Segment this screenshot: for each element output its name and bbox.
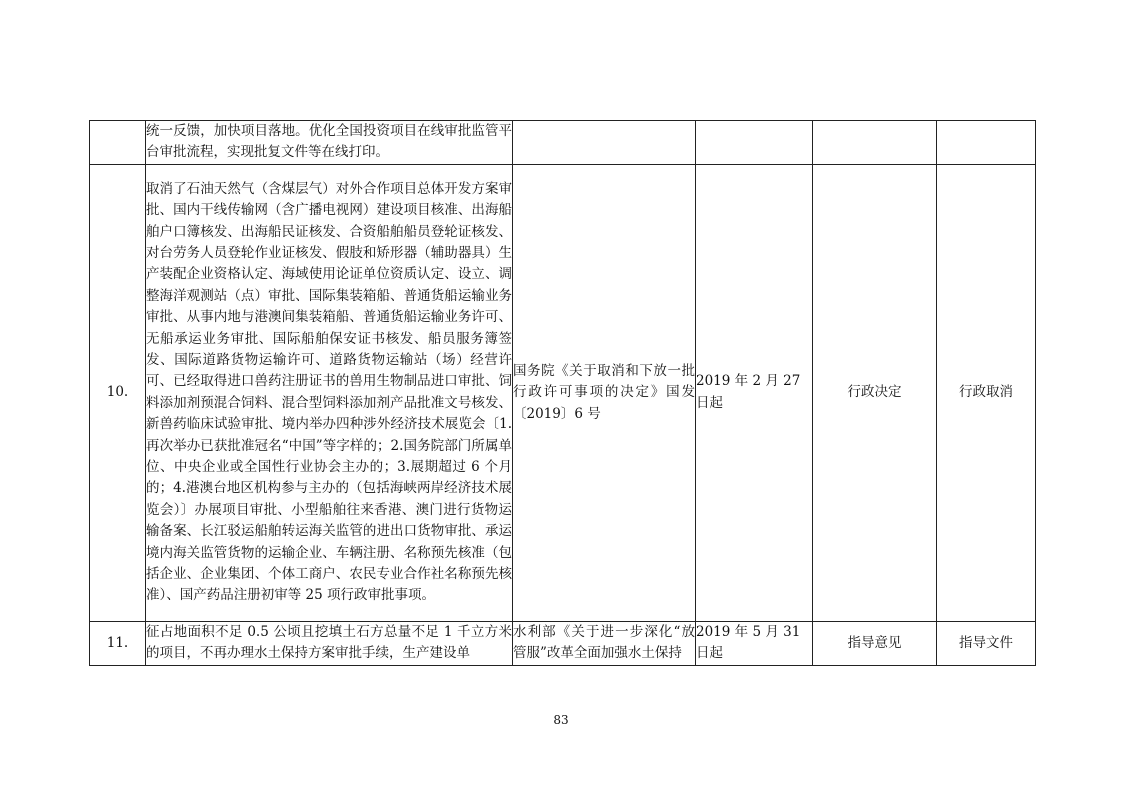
- table-row: [90, 621, 1036, 665]
- policy-table: [89, 120, 1036, 666]
- reform-content-cell: 征占地面积不足 0.5 公顷且挖填土石方总量不足 1 千立方米的项目，不再办理水土保持方案审批手续，生产建设单: [146, 621, 513, 665]
- row-number-cell: 10.: [90, 164, 146, 621]
- reform-method-cell: 行政取消: [937, 164, 1036, 621]
- reform-content-cell: 统一反馈，加快项目落地。优化全国投资项目在线审批监管平台审批流程，实现批复文件等在线打印。: [146, 121, 513, 165]
- effective-date-cell: 2019 年 5 月 31 日起: [696, 621, 813, 665]
- policy-basis-cell: [513, 121, 696, 165]
- policy-basis-cell: 国务院《关于取消和下放一批行政许可事项的决定》国发〔2019〕6 号: [513, 164, 696, 621]
- row-number-cell: 11.: [90, 621, 146, 665]
- reform-method-cell: 指导文件: [937, 621, 1036, 665]
- document-form-cell: 指导意见: [813, 621, 937, 665]
- row-number-cell: [90, 121, 146, 165]
- policy-basis-cell: 水利部《关于进一步深化“放管服”改革全面加强水土保持: [513, 621, 696, 665]
- document-form-cell: 行政决定: [813, 164, 937, 621]
- table-row: [90, 121, 1036, 165]
- effective-date-cell: 2019 年 2 月 27 日起: [696, 164, 813, 621]
- page-number: 83: [553, 713, 569, 727]
- document-form-cell: [813, 121, 937, 165]
- table-row: [90, 164, 1036, 621]
- reform-method-cell: [937, 121, 1036, 165]
- reform-content-cell: 取消了石油天然气（含煤层气）对外合作项目总体开发方案审批、国内干线传输网（含广播电视网）建设项目核准、出海船舶户口簿核发、出海船民证核发、合资船舶船员登轮证核发、对台劳务人员登轮作业证核发、假肢和矫形器（辅助器具）生产装配企业资格认定、海域使用论证单位资质认定、设立、调整海洋观测站（点）审批、国际集装箱船、普通货船运输业务审批、从事内地与港澳间集装箱船、普通货船运输业务许可、无船承运业务审批、国际船舶保安证书核发、船员服务簿签发、国际道路货物运输许可、道路货物运输站（场）经营许可、已经取得进口兽药注册证书的兽用生物制品进口审批、饲料添加剂预混合饲料、混合型饲料添加剂产品批准文号核发、新兽药临床试验审批、境内举办四种涉外经济技术展览会〔1.再次举办已获批准冠名“中国”等字样的；2.国务院部门所属单位、中央企业或全国性行业协会主办的；3.展期超过 6 个月的；4.港澳台地区机构参与主办的（包括海峡两岸经济技术展览会）〕办展项目审批、小型船舶往来香港、澳门进行货物运输备案、长江驳运船舶转运海关监管的进出口货物审批、承运境内海关监管货物的运输企业、车辆注册、名称预先核准（包括企业、企业集团、个体工商户、农民专业合作社名称预先核准）、国产药品注册初审等 25 项行政审批事项。: [146, 164, 513, 621]
- effective-date-cell: [696, 121, 813, 165]
